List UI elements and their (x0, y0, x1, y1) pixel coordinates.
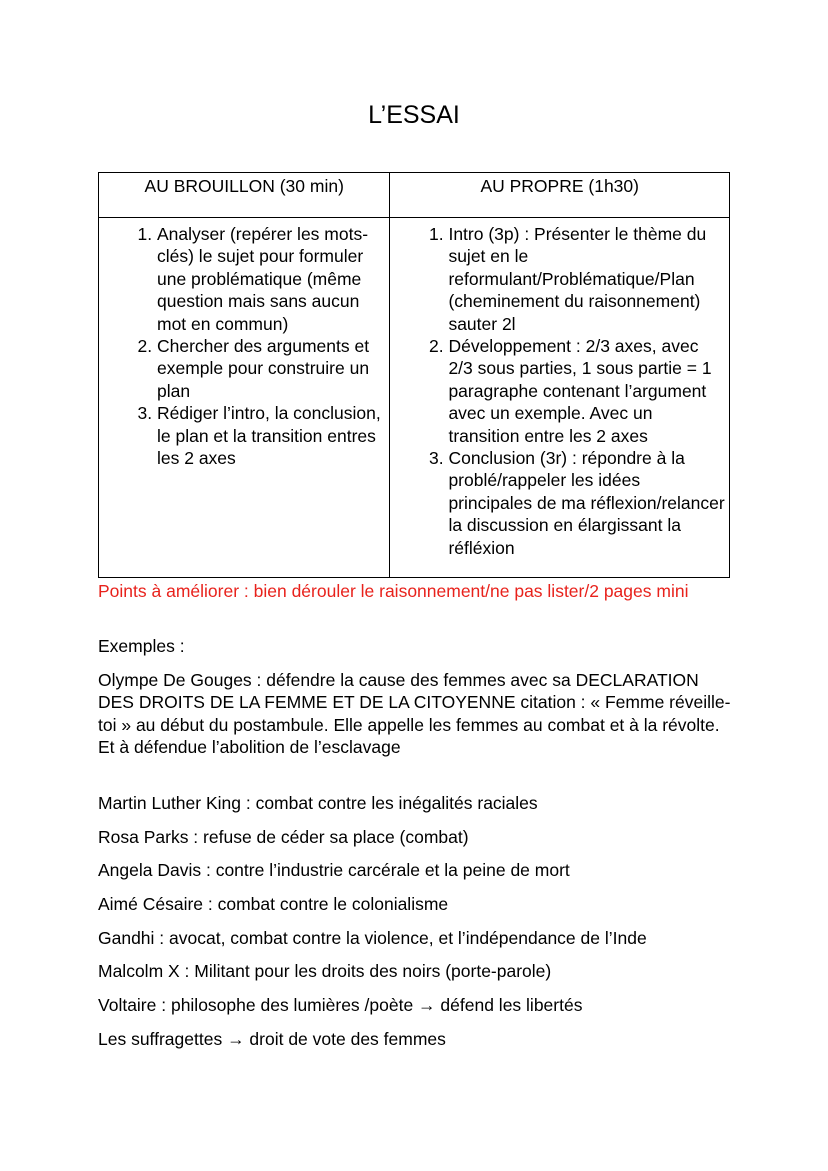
example-item: Gandhi : avocat, combat contre la violence, et l’indépendance de l’Inde (98, 927, 647, 948)
brouillon-step: 2. Chercher des arguments et exemple pour construire un plan (157, 335, 385, 402)
example-item: Rosa Parks : refuse de céder sa place (combat) (98, 826, 469, 847)
propre-step: 2. Développement : 2/3 axes, avec 2/3 sous parties, 1 sous partie = 1 paragraphe contenant l’argument avec un exemple. Avec un transition entre les 2 axes (448, 335, 725, 447)
propre-step: 1. Intro (3p) : Présenter le thème du sujet en le reformulant/Problématique/Plan (cheminement du raisonnement) sauter 2l (448, 223, 725, 335)
brouillon-step: 1. Analyser (repérer les mots-clés) le sujet pour formuler une problématique (même question mais sans aucun mot en commun) (157, 223, 385, 335)
method-table (98, 172, 730, 578)
page-title: L’ESSAI (368, 101, 460, 129)
header-propre: AU PROPRE (1h30) (390, 173, 730, 218)
propre-steps (390, 218, 730, 578)
brouillon-step: 3. Rédiger l’intro, la conclusion, le plan et la transition entres les 2 axes (157, 402, 385, 469)
brouillon-steps (99, 218, 390, 578)
example-item: Malcolm X : Militant pour les droits des noirs (porte-parole) (98, 961, 552, 982)
example-item: Angela Davis : contre l’industrie carcérale et la peine de mort (98, 860, 570, 881)
header-brouillon: AU BROUILLON (30 min) (99, 173, 390, 218)
improvement-note: Points à améliorer : bien dérouler le raisonnement/ne pas lister/2 pages mini (98, 581, 689, 601)
examples-list (98, 792, 758, 1062)
example-item: Voltaire : philosophe des lumières /poète → défend les libertés (98, 995, 583, 1016)
example-item: Martin Luther King : combat contre les inégalités raciales (98, 793, 538, 813)
examples-label: Exemples : (98, 636, 185, 656)
propre-step: 3. Conclusion (3r) : répondre à la problé/rappeler les idées principales de ma réflexion/relancer la discussion en élargissant la réfléxion (448, 447, 725, 559)
example-item: Les suffragettes → droit de vote des femmes (98, 1028, 446, 1049)
olympe-paragraph: Olympe De Gouges : défendre la cause des femmes avec sa DECLARATION DES DROITS DE LA FEMME ET DE LA CITOYENNE citation : « Femme réveille-toi » au début du postambule. Elle appelle les femmes au combat et à la révolte. Et à défendue l’abolition de l’esclavage (98, 670, 731, 758)
example-item: Aimé Césaire : combat contre le colonialisme (98, 894, 449, 915)
